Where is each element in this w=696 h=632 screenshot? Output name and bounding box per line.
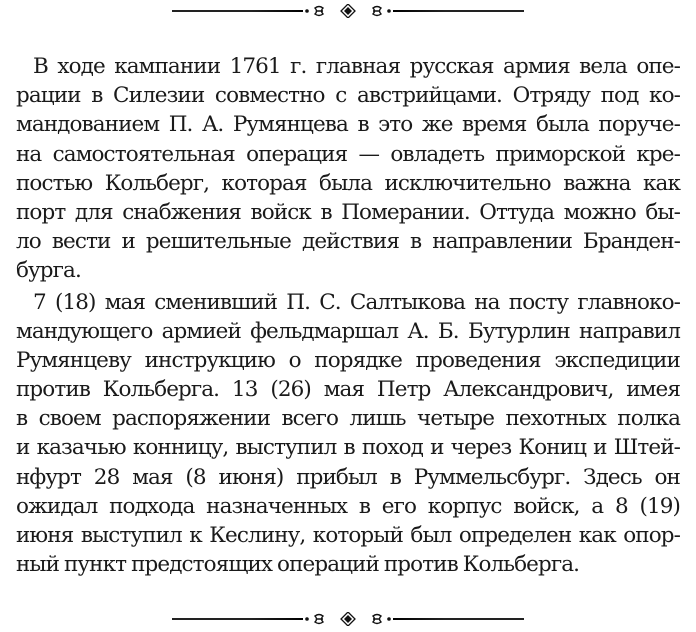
top-ornament-divider xyxy=(172,4,524,18)
text-line: на самостоятельная операция — овладеть приморской кре- xyxy=(16,141,680,167)
text-line: 7 (18) мая сменивший П. С. Салтыкова на посту главноко- xyxy=(33,289,680,315)
fleuron-icon xyxy=(303,612,393,626)
fleuron-icon xyxy=(303,4,393,18)
text-line: мандованием П. А. Румянцева в это же время была поруче- xyxy=(16,112,680,138)
text-line: рации в Силезии совместно с австрийцами. Отряду под ко- xyxy=(16,83,680,109)
text-line: ло вести и решительные действия в направлении Бранден- xyxy=(16,229,680,255)
bottom-ornament-divider xyxy=(172,612,524,626)
divider-rule-right xyxy=(393,10,524,12)
text-line: ожидал подхода назначенных в его корпус войск, а 8 (19) xyxy=(16,493,680,519)
text-line: постью Кольберг, которая была исключительно важна как xyxy=(16,170,680,196)
text-line: Румянцеву инструкцию о порядке проведения экспедиции xyxy=(16,347,680,373)
text-line: мандующего армией фельдмаршал А. Б. Бутурлин направил xyxy=(16,318,680,344)
text-line: и казачью конницу, выступил в поход и через Кониц и Штей- xyxy=(16,435,680,461)
divider-rule-right xyxy=(393,618,524,620)
divider-rule-left xyxy=(172,618,303,620)
text-line: в своем распоряжении всего лишь четыре пехотных полка xyxy=(16,406,680,432)
text-line: бурга. xyxy=(16,258,81,284)
paragraph-1 xyxy=(16,52,680,286)
text-line: порт для снабжения войск в Померании. Оттуда можно бы- xyxy=(16,199,680,225)
text-line: ный пункт предстоящих операций против Кольберга. xyxy=(16,552,580,578)
document-body xyxy=(16,52,680,581)
text-line: нфурт 28 мая (8 июня) прибыл в Руммельсбург. Здесь он xyxy=(16,464,680,490)
paragraph-2 xyxy=(16,288,680,580)
text-line: В ходе кампании 1761 г. главная русская армия вела опе- xyxy=(33,54,680,79)
text-line: против Кольберга. 13 (26) мая Петр Александрович, имея xyxy=(16,377,680,403)
text-line: июня выступил к Кеслину, который был определен как опор- xyxy=(16,523,680,548)
divider-rule-left xyxy=(172,10,303,12)
